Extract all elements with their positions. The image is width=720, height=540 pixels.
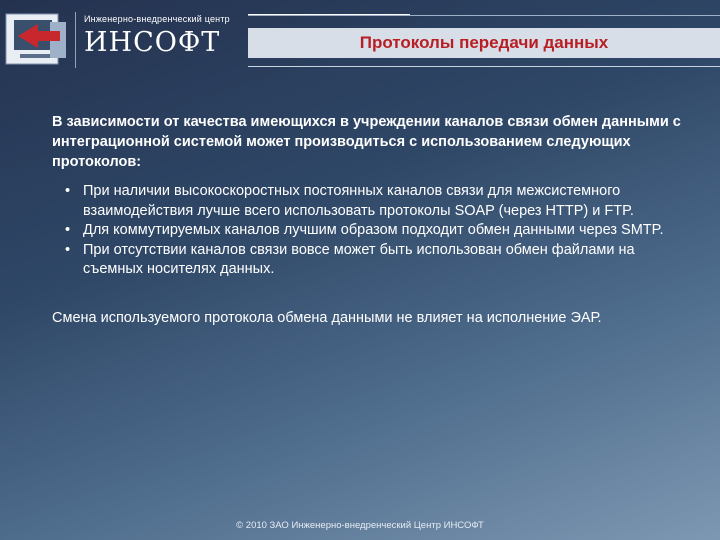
bullet-icon: • bbox=[65, 183, 71, 199]
intro-paragraph: В зависимости от качества имеющихся в учреждении каналов связи обмен данными с интеграционной системой может производиться с использованием следующих протоколов: bbox=[52, 114, 681, 170]
list-item bbox=[52, 182, 682, 221]
footer-copyright: © 2010 ЗАО Инженерно-внедренческий Центр ИНСОФТ bbox=[236, 520, 484, 531]
list-item-text: При наличии высокоскоростных постоянных каналов связи для межсистемного взаимодействия лучше всего использовать протоколы SOAP (через HTTP) и FTP. bbox=[83, 183, 634, 219]
list-item-text: Для коммутируемых каналов лучшим образом подходит обмен данными через SMTP. bbox=[83, 222, 664, 238]
logo-divider bbox=[75, 12, 76, 68]
slide-content bbox=[52, 112, 682, 328]
bullet-icon: • bbox=[65, 222, 71, 238]
bullet-icon: • bbox=[65, 241, 71, 258]
company-logo-icon bbox=[4, 10, 70, 70]
title-underline bbox=[248, 66, 720, 67]
closing-paragraph: Смена используемого протокола обмена данными не влияет на исполнение ЭАР. bbox=[52, 309, 602, 326]
slide-title: Протоколы передачи данных bbox=[359, 33, 609, 52]
header-line bbox=[248, 15, 720, 16]
list-item bbox=[52, 241, 682, 280]
logo-subtitle: Инженерно-внедренческий центр bbox=[84, 14, 230, 24]
title-bar bbox=[248, 28, 720, 58]
list-item-text: При отсутствии каналов связи вовсе может быть использован обмен файлами на съемных носителях данных. bbox=[83, 241, 635, 277]
protocol-list bbox=[52, 182, 682, 280]
logo-name: ИНСОФТ bbox=[84, 27, 221, 58]
slide-header bbox=[0, 0, 720, 80]
list-item bbox=[52, 221, 682, 241]
